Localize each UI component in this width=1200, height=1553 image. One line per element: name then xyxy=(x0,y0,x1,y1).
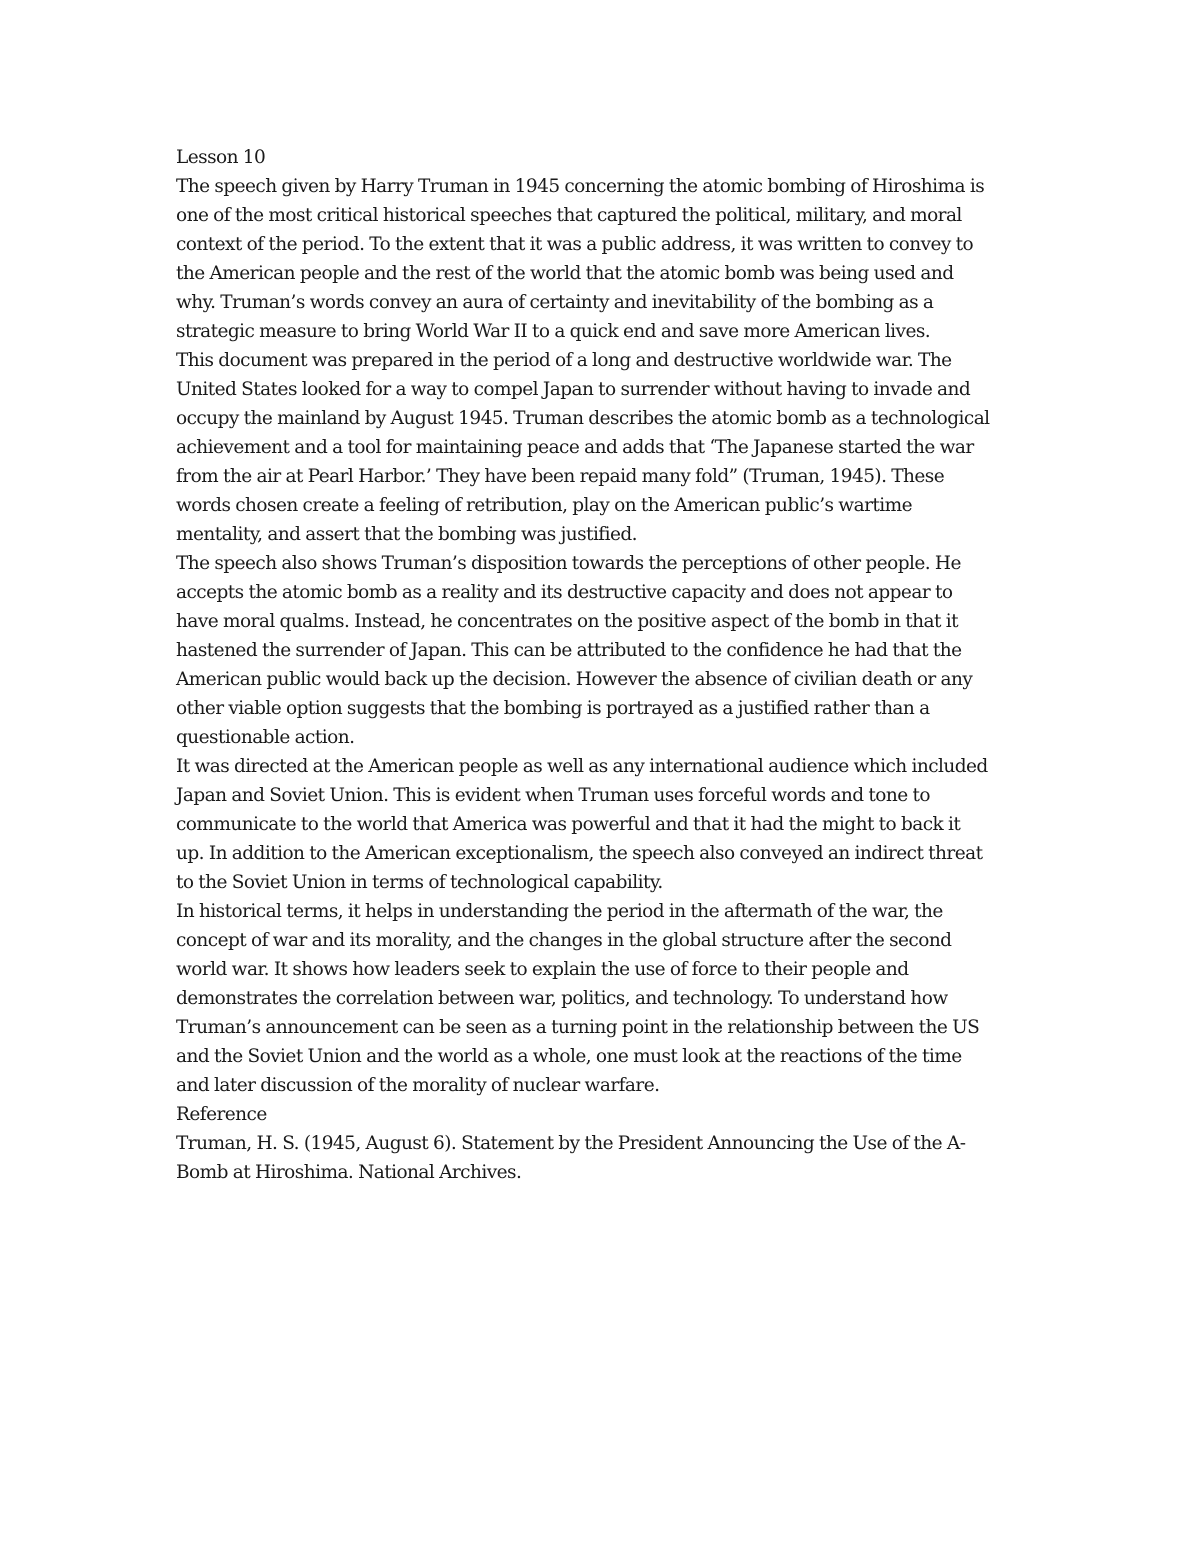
text-line: United States looked for a way to compel Japan to surrender without having to invade and xyxy=(176,379,971,400)
text-line: world war. It shows how leaders seek to explain the use of force to their people and xyxy=(176,959,909,980)
text-line: This document was prepared in the period of a long and destructive worldwide war. The xyxy=(176,350,952,371)
text-line: and later discussion of the morality of nuclear warfare. xyxy=(176,1075,660,1096)
text-line: to the Soviet Union in terms of technological capability. xyxy=(176,872,663,893)
text-line: context of the period. To the extent that it was a public address, it was written to convey to xyxy=(176,234,974,255)
text-line: It was directed at the American people as well as any international audience which included xyxy=(176,756,988,777)
reference-entry-line: Truman, H. S. (1945, August 6). Statement by the President Announcing the Use of the A- xyxy=(176,1133,966,1154)
text-line: Truman’s announcement can be seen as a turning point in the relationship between the US xyxy=(176,1017,980,1038)
text-line: hastened the surrender of Japan. This can be attributed to the confidence he had that the xyxy=(176,640,962,661)
text-line: up. In addition to the American exceptionalism, the speech also conveyed an indirect threat xyxy=(176,843,983,864)
text-line: one of the most critical historical speeches that captured the political, military, and moral xyxy=(176,205,962,226)
text-line: why. Truman’s words convey an aura of certainty and inevitability of the bombing as a xyxy=(176,292,934,313)
text-line: the American people and the rest of the world that the atomic bomb was being used and xyxy=(176,263,954,284)
text-line: The speech given by Harry Truman in 1945 concerning the atomic bombing of Hiroshima is xyxy=(176,176,985,197)
text-line: questionable action. xyxy=(176,727,355,748)
text-line: Japan and Soviet Union. This is evident when Truman uses forceful words and tone to xyxy=(176,785,930,806)
text-line: other viable option suggests that the bombing is portrayed as a justified rather than a xyxy=(176,698,930,719)
text-line: mentality, and assert that the bombing was justified. xyxy=(176,524,637,545)
text-line: and the Soviet Union and the world as a whole, one must look at the reactions of the time xyxy=(176,1046,962,1067)
text-line: achievement and a tool for maintaining peace and adds that ‘The Japanese started the war xyxy=(176,437,974,458)
text-line: demonstrates the correlation between war, politics, and technology. To understand how xyxy=(176,988,948,1009)
text-line: communicate to the world that America was powerful and that it had the might to back it xyxy=(176,814,961,835)
text-line: American public would back up the decision. However the absence of civilian death or any xyxy=(176,669,973,690)
text-line: The speech also shows Truman’s disposition towards the perceptions of other people. He xyxy=(176,553,961,574)
document-body xyxy=(176,143,1036,1187)
lesson-title: Lesson 10 xyxy=(176,147,266,168)
text-line: In historical terms, it helps in understanding the period in the aftermath of the war, the xyxy=(176,901,943,922)
text-line: concept of war and its morality, and the changes in the global structure after the second xyxy=(176,930,952,951)
text-line: words chosen create a feeling of retribution, play on the American public’s wartime xyxy=(176,495,913,516)
reference-entry-line: Bomb at Hiroshima. National Archives. xyxy=(176,1162,522,1183)
text-line: from the air at Pearl Harbor.’ They have been repaid many fold” (Truman, 1945). These xyxy=(176,466,945,487)
reference-heading: Reference xyxy=(176,1104,267,1125)
text-line: occupy the mainland by August 1945. Truman describes the atomic bomb as a technological xyxy=(176,408,990,429)
text-line: have moral qualms. Instead, he concentrates on the positive aspect of the bomb in that it xyxy=(176,611,958,632)
text-line: strategic measure to bring World War II to a quick end and save more American lives. xyxy=(176,321,931,342)
text-line: accepts the atomic bomb as a reality and its destructive capacity and does not appear to xyxy=(176,582,953,603)
